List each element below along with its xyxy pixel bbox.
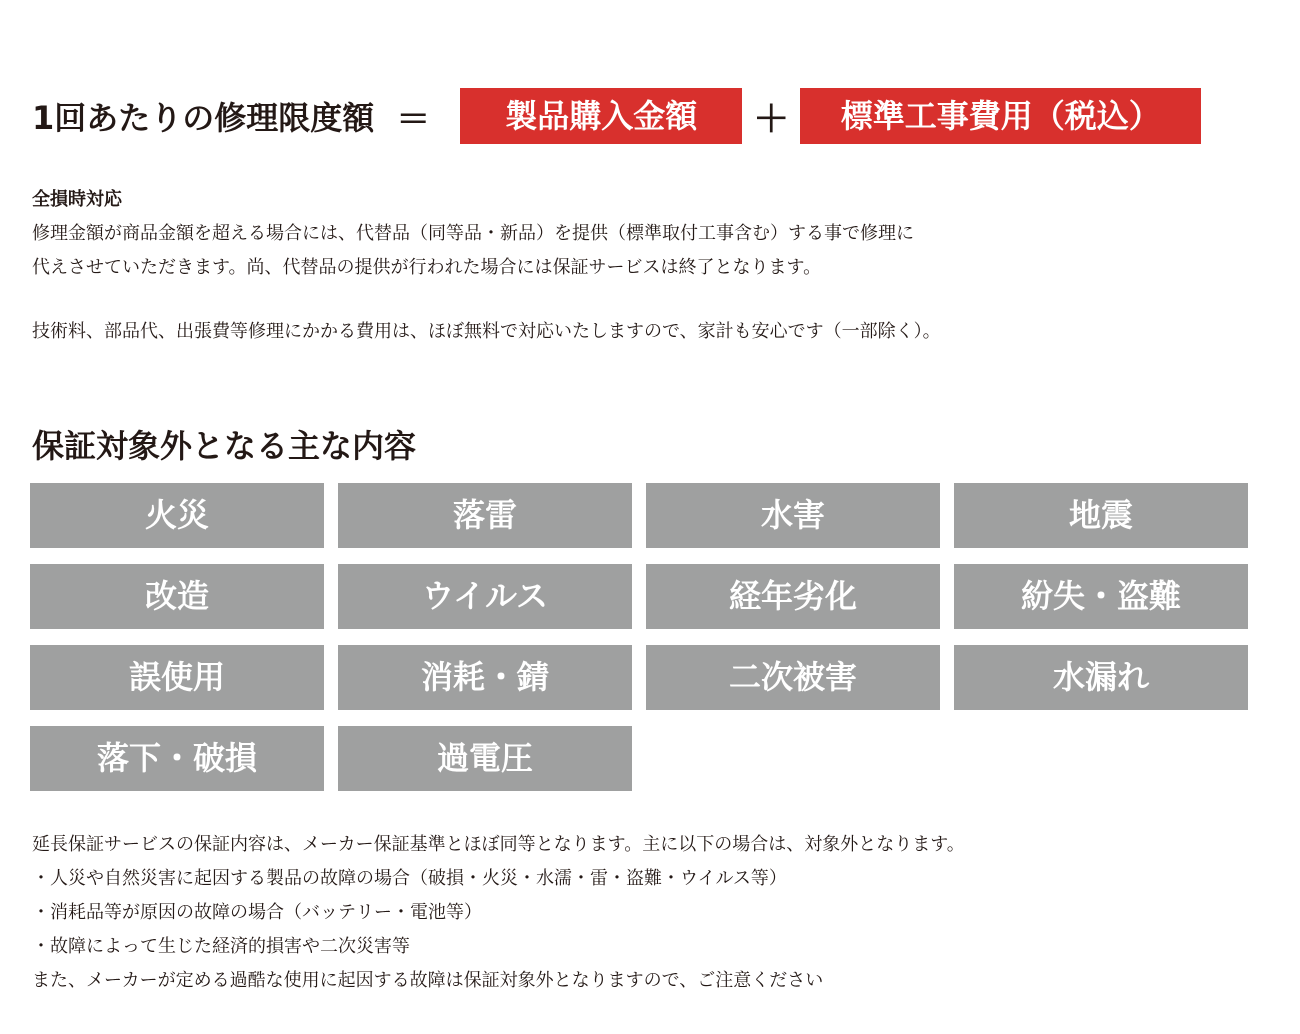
- exclusion-item-flood: 水害: [646, 483, 940, 548]
- cost-note: 技術料、部品代、出張費等修理にかかる費用は、ほぼ無料で対応いたしますので、家計も安心です（一部除く）。: [32, 321, 941, 342]
- exclusion-item-wear-rust: 消耗・錆: [338, 645, 632, 710]
- exclusions-grid: [30, 483, 1248, 791]
- exclusions-title: 保証対象外となる主な内容: [32, 427, 417, 465]
- exclusion-item-aging: 経年劣化: [646, 564, 940, 629]
- exclusion-item-earthquake: 地震: [954, 483, 1248, 548]
- total-loss-heading: 全損時対応: [32, 189, 122, 210]
- footer-line-1: 延長保証サービスの保証内容は、メーカー保証基準とほぼ同等となります。主に以下の場合は、対象外となります。: [32, 834, 965, 855]
- exclusion-item-misuse: 誤使用: [30, 645, 324, 710]
- total-loss-text-line-1: 修理金額が商品金額を超える場合には、代替品（同等品・新品）を提供（標準取付工事含む）する事で修理に: [32, 223, 914, 244]
- exclusion-item-secondary-damage: 二次被害: [646, 645, 940, 710]
- construction-cost-box: 標準工事費用（税込）: [800, 88, 1201, 144]
- footer-line-2: ・人災や自然災害に起因する製品の故障の場合（破損・火災・水濡・雷・盗難・ウイルス等）: [32, 868, 787, 889]
- exclusion-item-loss-theft: 紛失・盗難: [954, 564, 1248, 629]
- repair-limit-label: 1回あたりの修理限度額: [32, 99, 375, 137]
- repair-limit-formula: [32, 88, 1201, 144]
- total-loss-section: [32, 183, 914, 285]
- exclusion-item-modification: 改造: [30, 564, 324, 629]
- exclusion-item-virus: ウイルス: [338, 564, 632, 629]
- footer-notes: [32, 828, 965, 998]
- footer-line-5: また、メーカーが定める過酷な使用に起因する故障は保証対象外となりますので、ご注意ください: [32, 970, 824, 991]
- exclusion-item-fire: 火災: [30, 483, 324, 548]
- footer-line-3: ・消耗品等が原因の故障の場合（バッテリー・電池等）: [32, 902, 482, 923]
- exclusion-item-lightning: 落雷: [338, 483, 632, 548]
- total-loss-text-line-2: 代えさせていただきます。尚、代替品の提供が行われた場合には保証サービスは終了となります。: [32, 257, 822, 278]
- plus-sign: ＋: [753, 98, 790, 140]
- exclusion-item-drop-breakage: 落下・破損: [30, 726, 324, 791]
- product-price-box: 製品購入金額: [460, 88, 742, 144]
- exclusion-item-overvoltage: 過電圧: [338, 726, 632, 791]
- equals-sign: ＝: [396, 99, 431, 140]
- footer-line-4: ・故障によって生じた経済的損害や二次災害等: [32, 936, 410, 957]
- exclusion-item-water-leak: 水漏れ: [954, 645, 1248, 710]
